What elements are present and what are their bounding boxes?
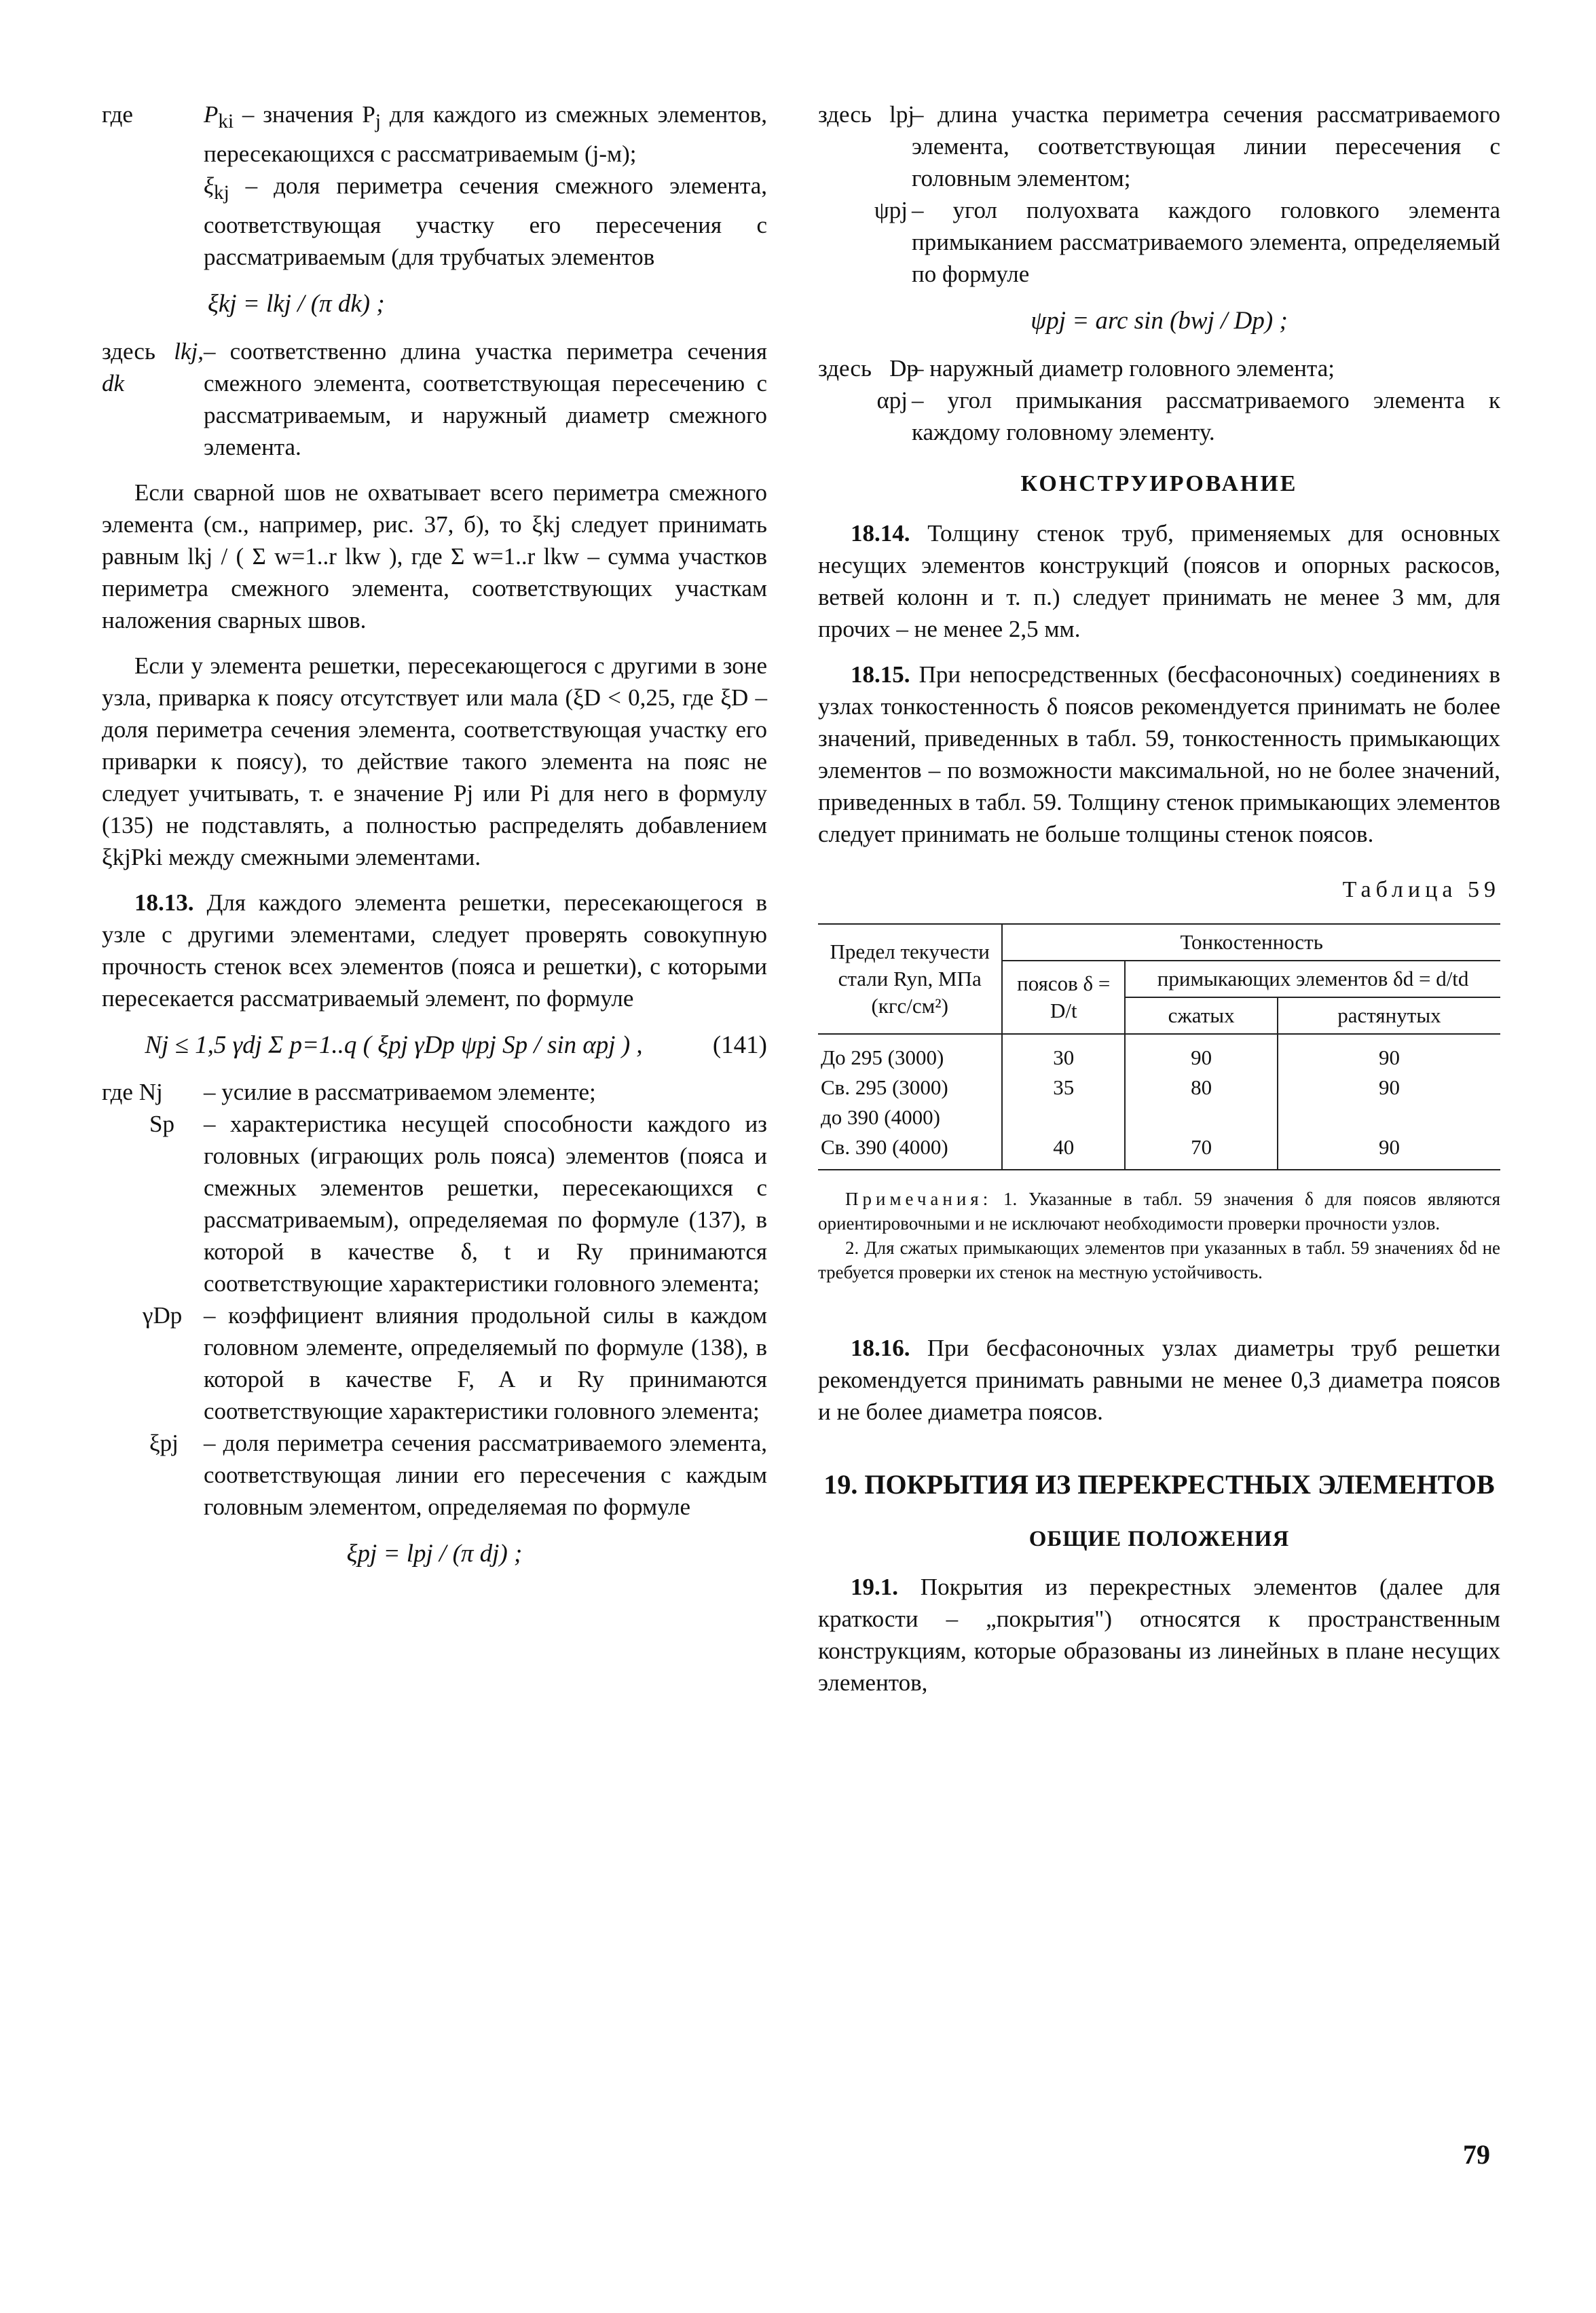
right-column [818, 98, 1500, 1699]
left-column [102, 98, 767, 1585]
heading-construction: КОНСТРУИРОВАНИЕ [1020, 471, 1298, 496]
formula-xi-kj: ξkj = lkj / (π dk) ; [208, 290, 385, 318]
header-chords: поясов δ = D/t [1002, 961, 1125, 1034]
table-row: До 295 (3000) 30 90 90 [818, 1034, 1500, 1073]
paragraph-weld-perimeter: Если сварной шов не охватывает всего периметра смежного элемента (см., например, рис. 37, б), то ξkj следует принимать равным lkj / ( Σ w=1..r lkw ), где Σ w=1..r lkw – сумма участков периметра смежного элемента, соответствующих участкам наложения сварных швов. [102, 479, 767, 633]
page-number: 79 [1463, 2139, 1490, 2170]
lpj-psi-definitions: здесь lpj – длина участка периметра сечения рассматриваемого элемента, соответствующая линии пересечения с головным элементом; ψpj – угол полуохвата каждого головкого элемента примыканием рассматриваемого элемента, определяемый по формуле [818, 101, 1500, 287]
table-59 [818, 923, 1500, 1170]
header-thinness: Тонкостенность [1002, 924, 1500, 961]
table-row: Св. 295 (3000) 35 80 90 [818, 1073, 1500, 1103]
header-adjacent-elements: примыкающих элементов δd = d/td [1125, 961, 1500, 997]
subheading-general-provisions: ОБЩИЕ ПОЛОЖЕНИЯ [1028, 1527, 1290, 1551]
table-row: до 390 (4000) [818, 1103, 1500, 1132]
paragraph-18-13: 18.13. Для каждого элемента решетки, пересекающегося в узле с другими элементами, следует проверять совокупную прочность стенок всех элементов (пояса и решетки), с которыми пересекается рассматриваемый элемент, по формуле [102, 889, 767, 1012]
formula-141-definitions: где Nj – усилие в рассматриваемом элементе; Sp – характеристика несущей способности каждого из головных (играющих роль пояса) элементов (пояса и смежных элементов решетки, пересекающихся с рассматриваемым), определяемая по формуле (137), в которой в качестве δ, t и Ry принимаются соответствующие характеристики головного элемента; γDp – коэффициент влияния продольной силы в каждом головном элементе, определяемый по формуле (138), в которой в качестве F, A и Ry принимаются соответствующие характеристики головного элемента; ξpj – доля периметра сечения рассматриваемого элемента, соответствующая линии его пересечения с каждым головным элементом, определяемая по формуле [102, 1079, 767, 1520]
header-tensioned: растянутых [1278, 997, 1500, 1034]
pki-definition: где $P_{ki}$ – значения $P_j$ для каждого из смежных элементов, пересекающихся с рассматриваемым (j-м); [102, 98, 767, 170]
formula-psi-pj: ψpj = arc sin (bwj / Dp) ; [1031, 307, 1288, 335]
paragraph-18-14: 18.14. Толщину стенок труб, применяемых для основных несущих элементов конструкций (поясов и опорных раскосов, ветвей колонн и т. п.) следует принимать не менее 3 мм, для прочих – не менее 2,5 мм. [818, 520, 1500, 642]
dp-alpha-definitions: здесь Dp – наружный диаметр головного элемента; αpj – угол примыкания рассматриваемого элемента к каждому головному элементу. [818, 355, 1500, 445]
formula-xi-pj: ξpj = lpj / (π dj) ; [346, 1540, 523, 1568]
table-caption: Таблица 59 [1342, 877, 1500, 902]
notes-label: Примечания: [845, 1189, 992, 1209]
formula-number: (141) [712, 1031, 767, 1059]
paragraph-19-1: 19.1. Покрытия из перекрестных элементов (далее для краткости – „покрытия") относятся к пространственным конструкциям, которые образованы из линейных в плане несущих элементов, [818, 1574, 1500, 1696]
paragraph-18-15: 18.15. При непосредственных (бесфасоночных) соединениях в узлах тонкостенность δ поясов рекомендуется принимать не более значений, приведенных в табл. 59, тонкостенность примыкающих элементов – по возможности максимальной, но не более значений, приведенных в табл. 59. Толщину стенок примыкающих элементов следует принимать не больше толщины стенок поясов. [818, 661, 1500, 847]
table-row: Св. 390 (4000) 40 70 90 [818, 1132, 1500, 1170]
here-lkj-definition: здесь lkj, dk – соответственно длина участка периметра сечения смежного элемента, соответствующая пересечению с рассматриваемым, и наружный диаметр смежного элемента. [102, 338, 767, 460]
header-compressed: сжатых [1125, 997, 1278, 1034]
formula-141: Nj ≤ 1,5 γdj Σ p=1..q ( ξpj γDp ψpj Sp / sin αpj ) , (141) [145, 1031, 767, 1059]
section-title-19: 19. ПОКРЫТИЯ ИЗ ПЕРЕКРЕСТНЫХ ЭЛЕМЕНТОВ [823, 1469, 1495, 1500]
table-notes: Примечания: 1. Указанные в табл. 59 значения δ для поясов являются ориентировочными и не исключают необходимости проверки прочности узлов. 2. Для сжатых примыкающих элементов при указанных в табл. 59 значениях δd не требуется проверки их стенок на местную устойчивость. [818, 1189, 1500, 1282]
paragraph-18-16: 18.16. При бесфасоночных узлах диаметры труб решетки рекомендуется принимать равными не менее 0,3 диаметра поясов и не более диаметра поясов. [818, 1335, 1500, 1425]
paragraph-small-weld: Если у элемента решетки, пересекающегося с другими в зоне узла, приварка к поясу отсутствует или мала (ξD < 0,25, где ξD – доля периметра сечения элемента, соответствующая участку его приварки к поясу), то действие такого элемента на пояс не следует учитывать, т. е значение Pj или Pi для него в формулу (135) не подставлять, а полностью распределять добавлением ξkjPki между смежными элементами. [102, 652, 767, 870]
xi-kj-definition: $\xi_{kj}$ – доля периметра сечения смежного элемента, соответствующая участку его пересечения с рассматриваемым (для трубчатых элементов [204, 172, 767, 270]
header-yield-strength: Предел текучести стали Ryn, МПа (кгс/см²) [818, 924, 1002, 1034]
where-label: где [102, 101, 133, 128]
